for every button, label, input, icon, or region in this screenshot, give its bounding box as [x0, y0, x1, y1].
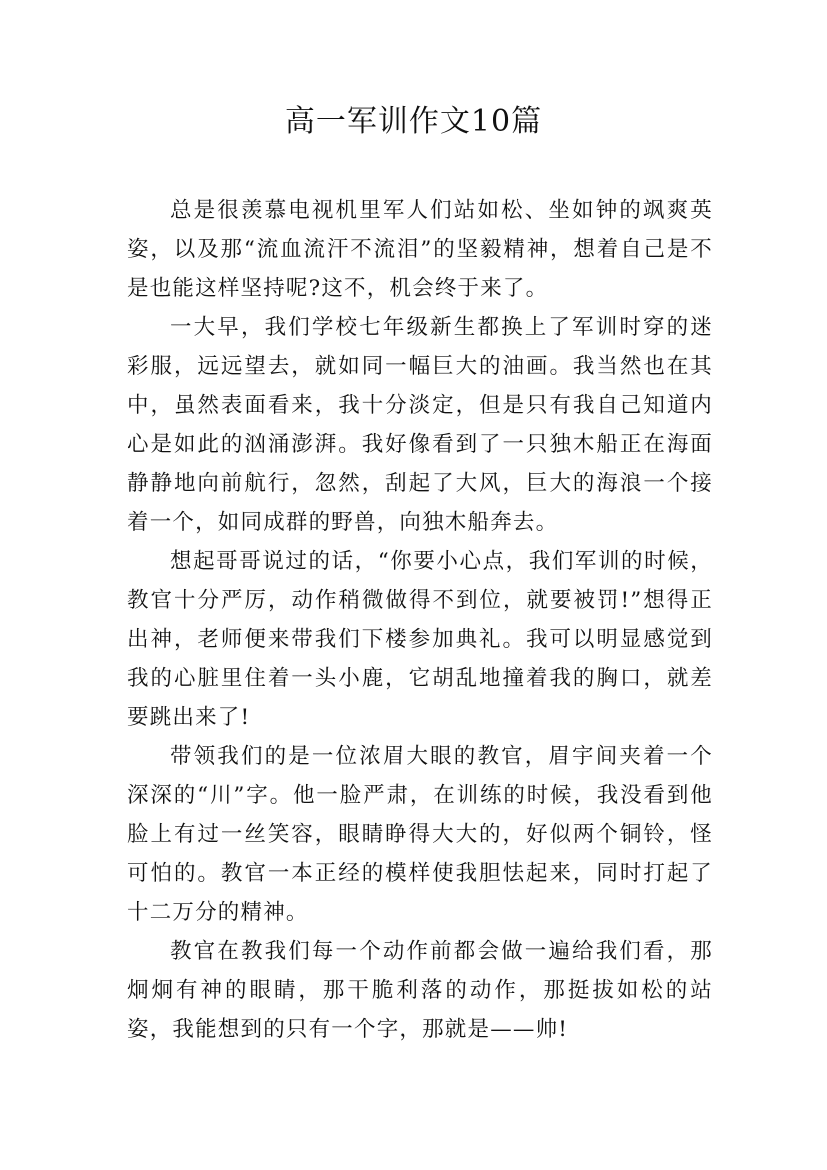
document-title: 高一军训作文10篇 [284, 104, 543, 139]
paragraph-1: 总是很羡慕电视机里军人们站如松、坐如钟的飒爽英姿，以及那“流血流汗不流泪”的坚毅精神，想着自己是不是也能这样坚持呢?这不，机会终于来了。 [127, 198, 713, 301]
paragraph-3: 想起哥哥说过的话，“你要小心点，我们军训的时候，教官十分严厉，动作稍微做得不到位，就要被罚!”想得正出神，老师便来带我们下楼参加典礼。我可以明显感觉到我的心脏里住着一头小鹿，它胡乱地撞着我的胸口，就差要跳出来了! [127, 549, 713, 730]
paragraph-4: 带领我们的是一位浓眉大眼的教官，眉宇间夹着一个深深的“川”字。他一脸严肃，在训练的时候，我没看到他脸上有过一丝笑容，眼睛睁得大大的，好似两个铜铃，怪可怕的。教官一本正经的模样使我胆怯起来，同时打起了十二万分的精神。 [127, 744, 713, 925]
paragraph-5: 教官在教我们每一个动作前都会做一遍给我们看，那炯炯有神的眼睛，那干脆利落的动作，那挺拔如松的站姿，我能想到的只有一个字，那就是——帅! [127, 939, 713, 1042]
document-body [127, 191, 713, 1049]
paragraph-2: 一大早，我们学校七年级新生都换上了军训时穿的迷彩服，远远望去，就如同一幅巨大的油画。我当然也在其中，虽然表面看来，我十分淡定，但是只有我自己知道内心是如此的汹涌澎湃。我好像看到了一只独木船正在海面静静地向前航行，忽然，刮起了大风，巨大的海浪一个接着一个，如同成群的野兽，向独木船奔去。 [127, 315, 713, 535]
